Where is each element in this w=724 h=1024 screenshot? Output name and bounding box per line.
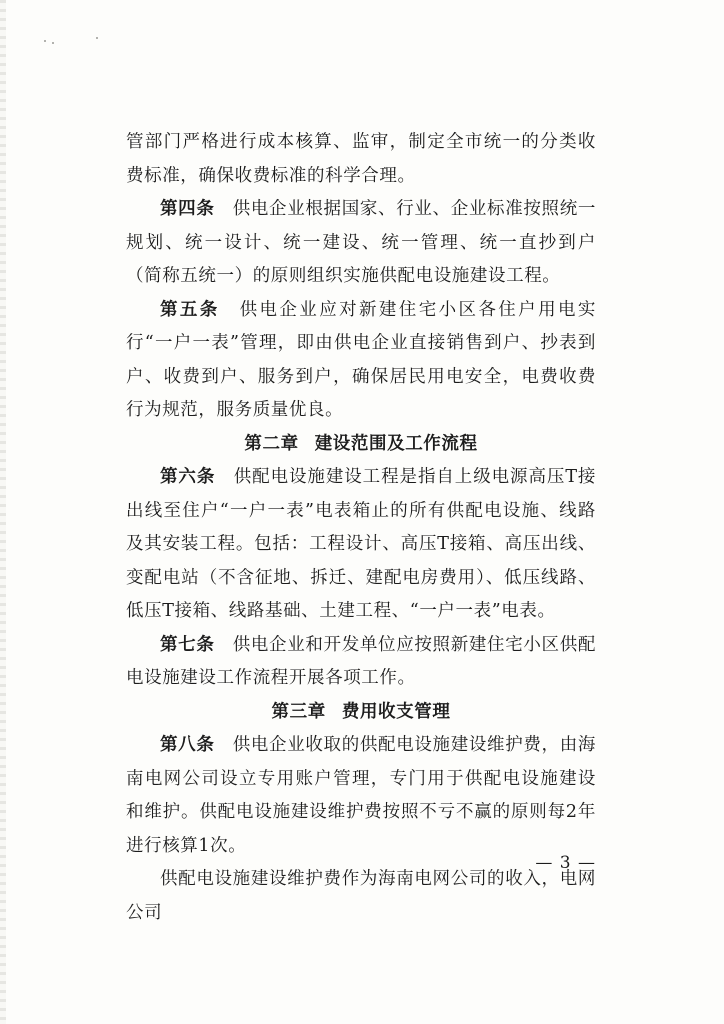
paragraph-text: 管部门严格进行成本核算、监审，制定全市统一的分类收费标准，确保收费标准的科学合理。 <box>126 132 596 186</box>
article-text: 供电企业根据国家、行业、企业标准按照统一规划、统一设计、统一建设、统一管理、统一直抄到户（简称五统一）的原则组织实施供配电设施建设工程。 <box>126 199 596 286</box>
article-number: 第八条 <box>160 735 215 755</box>
chapter-number: 第三章 <box>271 701 326 722</box>
scan-speck <box>44 40 46 42</box>
article-number: 第七条 <box>160 634 215 655</box>
article-number: 第六条 <box>160 467 216 487</box>
article-text: 供电企业应对新建住宅小区各住户用电实行“一户一表”管理，即由供电企业直接销售到户、抄表到户、收费到户、服务到户，确保居民用电安全，电费收费行为规范，服务质量优良。 <box>126 299 596 420</box>
chapter-title: 建设范围及工作流程 <box>314 433 478 454</box>
chapter-title: 费用收支管理 <box>341 701 451 722</box>
chapter-heading-3 <box>126 696 596 730</box>
page-number: — 3 — <box>535 853 596 873</box>
scan-edge-artifact <box>0 0 6 1024</box>
chapter-number: 第二章 <box>244 433 299 454</box>
article-8 <box>126 729 596 863</box>
article-text: 供电企业收取的供配电设施建设维护费，由海南电网公司设立专用账户管理，专门用于供配电设施建设和维护。供配电设施建设维护费按照不亏不赢的原则每2年进行核算1次。 <box>126 735 596 856</box>
scan-speck <box>96 37 98 39</box>
document-body <box>126 126 596 930</box>
article-text: 供配电设施建设工程是指自上级电源高压T接出线至住户“一户一表”电表箱止的所有供配电设施、线路及其安装工程。包括：工程设计、高压T接箱、高压出线、变配电站（不含征地、拆迁、建配电房费用）、低压线路、低压T接箱、线路基础、土建工程、“一户一表”电表。 <box>126 467 597 621</box>
paragraph-text: 供配电设施建设维护费作为海南电网公司的收入，电网公司 <box>126 869 596 923</box>
article-text: 供电企业和开发单位应按照新建住宅小区供配电设施建设工作流程开展各项工作。 <box>126 634 596 688</box>
article-number: 第四条 <box>160 199 215 219</box>
article-5 <box>126 294 596 428</box>
article-4 <box>126 193 596 294</box>
chapter-heading-2 <box>126 428 596 462</box>
paragraph-continuing <box>126 863 596 930</box>
article-number: 第五条 <box>160 299 220 320</box>
paragraph-continuation <box>126 126 596 193</box>
article-7 <box>126 629 596 696</box>
article-6 <box>126 461 596 629</box>
scan-speck <box>52 42 54 44</box>
